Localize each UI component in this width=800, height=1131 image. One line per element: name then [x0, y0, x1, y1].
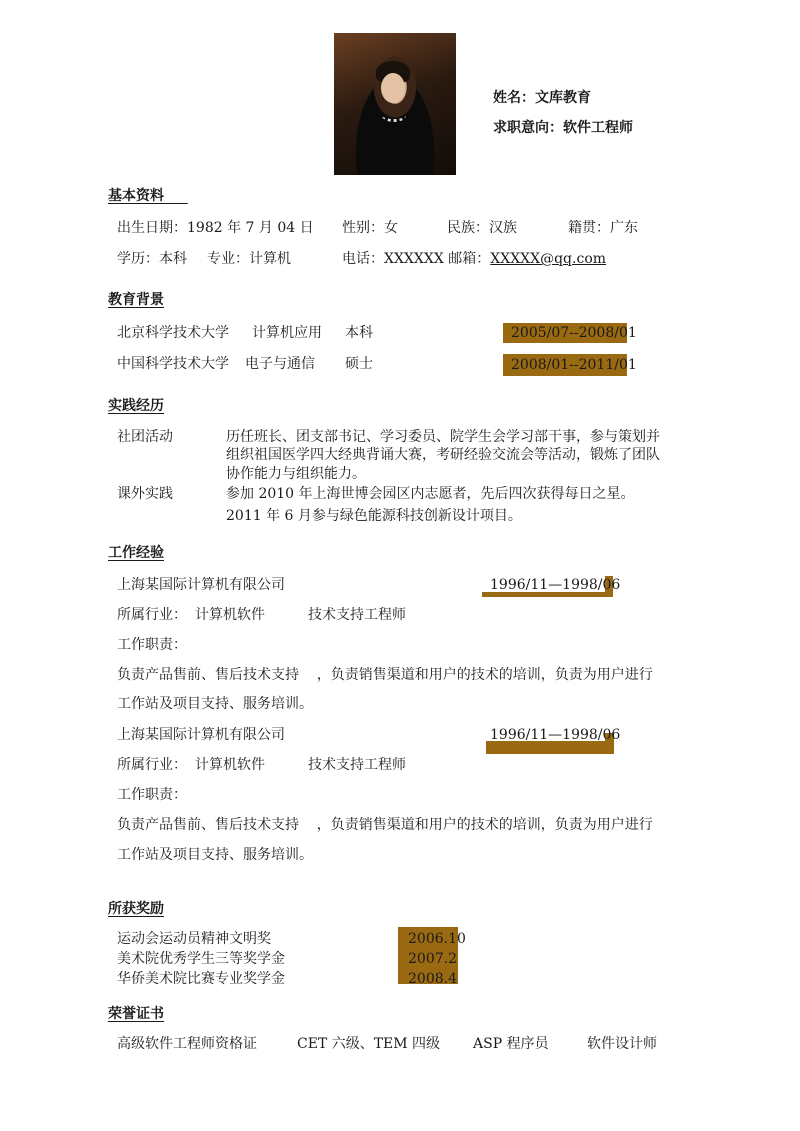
section-certs-title: 荣誉证书	[108, 1006, 164, 1022]
job-industry: 计算机软件	[195, 607, 265, 623]
club-line: 协作能力与组织能力。	[226, 466, 366, 482]
club-line: 历任班长、团支部书记、学习委员、院学生会学习部干事，参与策划并	[226, 429, 660, 445]
job-position: 技术支持工程师	[308, 607, 406, 623]
job-industry-label: 所属行业：	[117, 757, 187, 773]
edu-major: 计算机应用	[252, 325, 322, 341]
job-company: 上海某国际计算机有限公司	[117, 577, 285, 593]
extra-line: 2011 年 6 月参与绿色能源科技创新设计项目。	[226, 508, 522, 524]
job-period: 1996/11—1998/06	[490, 727, 621, 743]
name-line: 姓名：文库教育	[493, 90, 591, 106]
cert-item: ASP 程序员	[473, 1036, 549, 1052]
hometown: 籍贯：广东	[568, 220, 638, 236]
cert-item: 软件设计师	[587, 1036, 657, 1052]
award-name: 运动会运动员精神文明奖	[117, 931, 271, 947]
gender: 性别：女	[342, 220, 398, 236]
job-company: 上海某国际计算机有限公司	[117, 727, 285, 743]
job-duty-line: 工作站及项目支持、服务培训。	[117, 696, 313, 712]
ethnicity: 民族：汉族	[447, 220, 517, 236]
edu-degree: 本科	[345, 325, 373, 341]
club-line: 组织祖国医学四大经典背诵大赛，考研经验交流会等活动，锻炼了团队	[226, 447, 660, 463]
profile-photo	[334, 33, 456, 175]
edu-period: 2005/07--2008/01	[511, 325, 637, 341]
section-education-title: 教育背景	[108, 292, 164, 308]
edu-school: 北京科学技术大学	[117, 325, 229, 341]
club-label: 社团活动	[117, 429, 173, 445]
section-awards-title: 所获奖励	[108, 901, 164, 917]
edu-period: 2008/01--2011/01	[511, 357, 637, 373]
award-name: 美术院优秀学生三等奖学金	[117, 951, 285, 967]
edu-major: 电子与通信	[245, 356, 315, 372]
award-date: 2007.2	[408, 951, 457, 967]
cert-item: 高级软件工程师资格证	[117, 1036, 257, 1052]
email-link[interactable]: XXXXX@qq.com	[490, 251, 607, 267]
extra-label: 课外实践	[117, 486, 173, 502]
section-work-title: 工作经验	[108, 545, 164, 561]
cert-item: CET 六级、TEM 四级	[297, 1036, 441, 1052]
extra-line: 参加 2010 年上海世博会园区内志愿者，先后四次获得每日之星。	[226, 486, 635, 502]
job-duty-label: 工作职责：	[117, 637, 187, 653]
job-position: 技术支持工程师	[308, 757, 406, 773]
award-name: 华侨美术院比赛专业奖学金	[117, 971, 285, 987]
contact-info	[342, 250, 606, 268]
job-duty-line: 负责产品售前、售后技术支持 ，负责销售渠道和用户的技术的培训，负责为用户进行	[117, 667, 653, 683]
job-duty-line: 负责产品售前、售后技术支持 ，负责销售渠道和用户的技术的培训，负责为用户进行	[117, 817, 653, 833]
objective-line: 求职意向：软件工程师	[493, 120, 633, 136]
edu-school: 中国科学技术大学	[117, 356, 229, 372]
birth-date: 出生日期：1982 年 7 月 04 日	[117, 220, 314, 236]
education-level: 学历：本科	[117, 251, 187, 267]
major: 专业：计算机	[207, 251, 291, 267]
edu-degree: 硕士	[345, 356, 373, 372]
job-period: 1996/11—1998/06	[490, 577, 621, 593]
phone-label: 电话：XXXXXX 邮箱：	[342, 251, 491, 267]
section-basic-title: 基本资料	[108, 188, 164, 204]
award-date: 2006.10	[408, 931, 466, 947]
award-date: 2008.4	[408, 971, 457, 987]
section-practice-title: 实践经历	[108, 398, 164, 414]
job-industry: 计算机软件	[195, 757, 265, 773]
job-industry-label: 所属行业：	[117, 607, 187, 623]
job-duty-line: 工作站及项目支持、服务培训。	[117, 847, 313, 863]
job-duty-label: 工作职责：	[117, 787, 187, 803]
